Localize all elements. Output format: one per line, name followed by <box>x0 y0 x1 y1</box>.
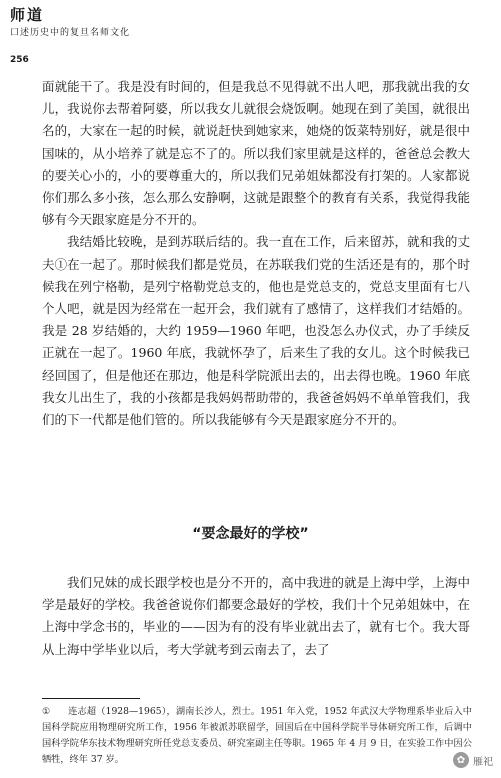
main-text-bottom <box>42 572 470 661</box>
running-title: 师道 <box>10 6 45 24</box>
footnote-text: 连志超（1928—1965），湖南长沙人，烈士。1951 年入党，1952 年武汉大学物理系毕业后入中国科学院应用物理研究所工作，1956 年被派苏联留学，回国后在中国科学院半导体研究所工作，后调中国科学院华东技术物理研究所任党总支委员、研究室副主任等职。1965 年 4 月 9 日，在实验工作中因公牺牲，终年 37 岁。 <box>42 706 472 765</box>
watermark-text: 雁祀 <box>473 756 493 768</box>
paragraph: 我们兄妹的成长跟学校也是分不开的，高中我进的就是上海中学，上海中学是最好的学校。我爸爸说你们都要念最好的学校，我们十个兄弟姐妹中，在上海中学念书的，毕业的——因为有的没有毕业就出去了，就有七个。我大哥从上海中学毕业以后，考大学就考到云南去了，去了 <box>42 575 470 657</box>
paragraph: 面就能干了。我是没有时间的，但是我总不见得就不出人吧，那我就出我的女儿，我说你去帮着阿婆，所以我女儿就很会烧饭啊。她现在到了美国，就很出名的，大家在一起的时候，就说赶快到她家来，她烧的饭菜特别好，就是很中国味的，从小培养了就是忘不了的。所以我们家里就是这样的，爸爸总会教大的要关心小的，小的要尊重大的，所以我们兄弟姐妹都没有打架的。人家都说你们那么多小孩，怎么那么安静啊，这就是跟整个的教育有关系，我觉得我能够有今天跟家庭是分不开的。 <box>42 79 470 228</box>
paragraph: 我结婚比较晚，是到苏联后结的。我一直在工作，后来留苏，就和我的丈夫①在一起了。那时候我们都是党员，在苏联我们党的生活还是有的，那个时候我在列宁格勒，是列宁格勒党总支的，他也是党总支的，党总支里面有七八个人吧，就是因为经常在一起开会，我们就有了感情了，这样我们才结婚的。我是 28 岁结婚的，大约 1959—1960 年吧，也没怎么办仪式，办了手续反正就在一起了。1960 年底，我就怀孕了，后来生了我的女儿。这个时候我已经回国了，但是他还在那边，他是科学院派出去的，出去得也晚。1960 年底我女儿出生了，我的小孩都是我妈妈帮助带的，我爸爸妈妈不单单管我们，我们的下一代都是他们管的。所以我能够有今天是跟家庭分不开的。 <box>42 234 470 428</box>
footnote <box>42 704 472 768</box>
watermark <box>453 752 493 768</box>
section-heading: “要念最好的学校” <box>192 526 309 542</box>
wechat-icon: ✿ <box>453 752 469 768</box>
main-text-top <box>42 76 470 431</box>
footnote-divider <box>42 698 140 699</box>
running-subtitle: 口述历史中的复旦名师文化 <box>10 28 131 38</box>
page-number: 256 <box>10 55 29 65</box>
footnote-mark: ① <box>42 706 51 717</box>
